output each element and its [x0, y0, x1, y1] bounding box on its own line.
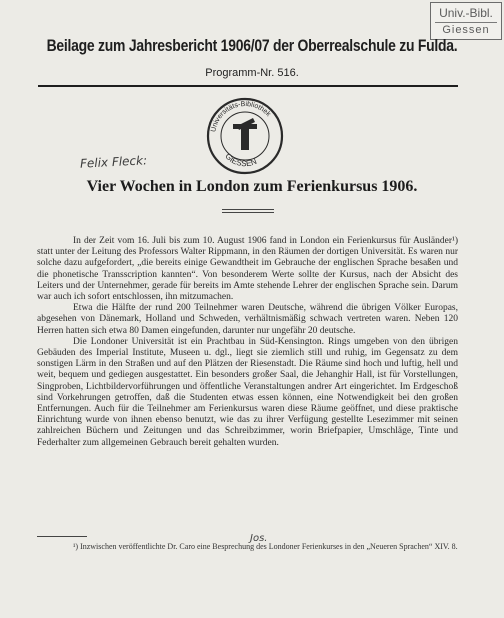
footnote-text: ¹) Inzwischen veröffentlichte Dr. Caro eine Besprechung des Londoner Ferienkurses in den „Neueren Sprachen“ XIV. 8. — [73, 542, 458, 551]
library-stamp-line1: Univ.-Bibl. — [439, 6, 493, 20]
library-stamp-line2: Giessen — [435, 22, 497, 38]
svg-text:GIESSEN: GIESSEN — [223, 151, 258, 169]
svg-text:Universitäts-Bibliothek: Universitäts-Bibliothek — [210, 100, 272, 133]
program-number: Programm-Nr. 516. — [205, 67, 299, 79]
paragraph: In der Zeit vom 16. Juli bis zum 10. August 1906 fand in London ein Ferienkursus für Ausländer¹) statt unter der Leitung des Professors Walter Rippmann, in den Räumen der dortigen Universität. Es waren nur solche dazu aufgefordert, „die bereits einige Gewandtheit im Gebrauche der englischen Sprache besaßen und die phonetische Transscription kannten“. Von besonderem Werte sollte der Kursus, nach der Absicht des Leiters und der Unternehmer, gerade für bereits im Amte stehende Lehrer der englischen Sprache sein. Darum war auch ich sofort entschlossen, ihn mitzumachen. — [37, 236, 458, 303]
heading-rule-top — [222, 209, 274, 210]
heading-rule-bottom — [222, 212, 274, 213]
paragraph: Etwa die Hälfte der rund 200 Teilnehmer waren Deutsche, während die übrigen Völker Europas, abgesehen von Dänemark, Holland und Schweden, verhältnismäßig schwach vertreten waren. Neben 120 Herren hatten sich etwa 80 Damen eingefunden, darunter nur ungefähr 20 deutsche. — [37, 303, 458, 336]
handwritten-annotation: Jos. — [250, 533, 268, 544]
header-rule — [38, 85, 458, 87]
library-stamp — [430, 2, 502, 40]
article-heading: Vier Wochen in London zum Ferienkursus 1906. — [86, 178, 418, 195]
document-title: Beilage zum Jahresbericht 1906/07 der Oberrealschule zu Fulda. — [46, 36, 458, 55]
footnote — [37, 542, 458, 552]
article-body — [37, 236, 458, 449]
footnote-rule — [37, 536, 87, 537]
paragraph: Die Londoner Universität ist ein Prachtbau in Süd-Kensington. Rings umgeben von den übrigen Gebäuden des Imperial Institute, Museen u. dgl., liegt sie ziemlich still und ruhig, im Gegensatz zu dem sonstigen Lärm in den Straßen und auf den Plätzen der Riesenstadt. Die Räume sind hoch und luftig, hell und weit, bequem und gediegen ausgestattet. Ein besonders großer Saal, die Jehanghir Hall, ist für Vorstellungen, Singproben, Lichtbildervorführungen und öffentliche Veranstaltungen andrer Art eingerichtet. Im Erdgeschoß sind Vorkehrungen getroffen, daß die Studenten etwas essen können, eine Notwendigkeit bei den großen Entfernungen. Auch für die Teilnehmer am Ferienkursus waren diese Räume geöffnet, und diese praktische Einrichtung wurde von ihnen ebenso benutzt, wie das zu ihrer Verfügung gestellte Lesezimmer mit seinen zahlreichen Büchern und Zeitungen und das Schreibzimmer, worin Briefpapier, Umschläge, Tinte und Federhalter zum allgemeinen Gebrauch bereit gehalten wurden. — [37, 336, 458, 448]
handwritten-author-name: Felix Fleck: — [79, 153, 148, 171]
university-seal-stamp — [197, 96, 293, 178]
